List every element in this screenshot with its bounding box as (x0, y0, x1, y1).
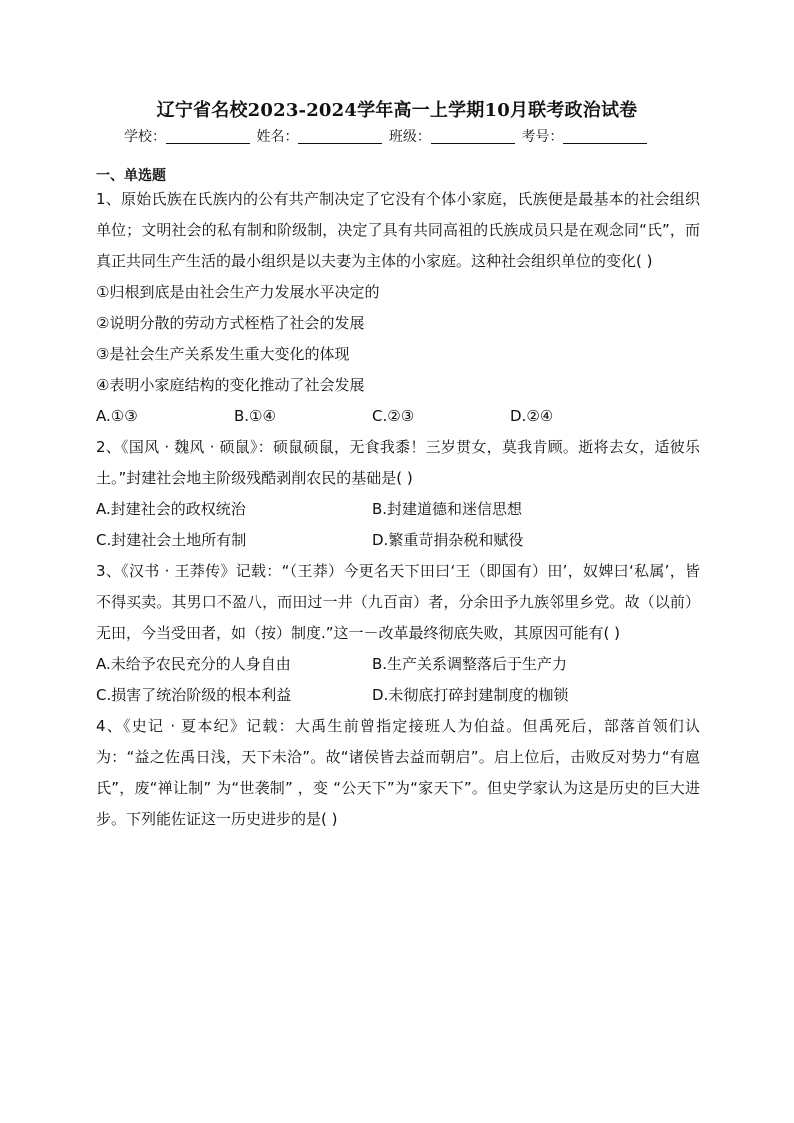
question-stem: 1、原始氏族在氏族内的公有共产制决定了它没有个体小家庭，氏族便是最基本的社会组织单位；文明社会的私有制和阶级制，决定了具有共同高祖的氏族成员只是在观念同“氏”，而真正共同生产生活的最小组织是以夫妻为主体的小家庭。这种社会组织单位的变化( ) (96, 190, 700, 270)
section-heading: 一、单选题 (96, 168, 166, 184)
student-info-line (124, 126, 684, 146)
name-blank[interactable] (298, 129, 382, 144)
class-label: 班级： (388, 129, 431, 145)
question-stem: 2、《国风 · 魏风 · 硕鼠》：硕鼠硕鼠，无食我黍！三岁贯女，莫我肯顾。逝将去女，适彼乐土。”封建社会地主阶级残酷剥削农民的基础是( ) (96, 438, 700, 487)
statement-4: ④表明小家庭结构的变化推动了社会发展 (96, 376, 365, 394)
question-1 (96, 184, 700, 432)
exam-no-field (521, 126, 649, 146)
question-stem: 3、《汉书 · 王莽传》记载：“（王莽）今更名天下田曰‘王（即国有）田’，奴婢曰‘私属’，皆不得买卖。其男口不盈八，而田过一井（九百亩）者，分余田予九族邻里乡党。故（以前）无田，今当受田者，如（按）制度.”这一－改革最终彻底失败，其原因可能有( ) (96, 562, 700, 642)
school-field (124, 126, 252, 146)
option-d[interactable]: D.②④ (510, 407, 554, 425)
option-c[interactable]: C.封建社会土地所有制 (96, 531, 247, 549)
school-blank[interactable] (166, 129, 250, 144)
option-a[interactable]: A.封建社会的政权统治 (96, 500, 246, 518)
page-title: 辽宁省名校2023-2024学年高一上学期10月联考政治试卷 (156, 100, 638, 121)
exam-no-blank[interactable] (563, 129, 647, 144)
option-b[interactable]: B.封建道德和迷信思想 (372, 500, 523, 518)
answer-options-row-2 (96, 680, 700, 711)
statement-3: ③是社会生产关系发生重大变化的体现 (96, 345, 350, 363)
answer-options-row-1 (96, 494, 700, 525)
answer-options (96, 401, 700, 432)
name-field (256, 126, 384, 146)
answer-options-row-1 (96, 649, 700, 680)
statement-2: ②说明分散的劳动方式桎梏了社会的发展 (96, 314, 365, 332)
class-blank[interactable] (431, 129, 515, 144)
question-4 (96, 711, 700, 835)
name-label: 姓名： (256, 129, 299, 145)
school-label: 学校： (124, 129, 166, 145)
option-b[interactable]: B.①④ (234, 407, 276, 425)
answer-options-row-2 (96, 525, 700, 556)
option-a[interactable]: A.①③ (96, 407, 138, 425)
option-c[interactable]: C.损害了统治阶级的根本利益 (96, 686, 292, 704)
option-d[interactable]: D.繁重苛捐杂税和赋役 (372, 531, 524, 549)
option-d[interactable]: D.未彻底打碎封建制度的枷锁 (372, 686, 569, 704)
question-stem: 4、《史记 · 夏本纪》记载：大禹生前曾指定接班人为伯益。但禹死后，部落首领们认为：“益之佐禹日浅，天下未洽”。故“诸侯皆去益而朝启”。启上位后，击败反对势力“有扈氏”，废“禅让制” 为“世袭制” ，变 “公天下”为“家天下”。但史学家认为这是历史的巨大进步。下列能佐证这一历史进步的是( ) (96, 717, 700, 828)
class-field (389, 126, 517, 146)
option-b[interactable]: B.生产关系调整落后于生产力 (372, 655, 568, 673)
question-2 (96, 432, 700, 556)
questions-area (96, 184, 700, 835)
question-3 (96, 556, 700, 711)
statement-1: ①归根到底是由社会生产力发展水平决定的 (96, 283, 380, 301)
option-a[interactable]: A.未给予农民充分的人身自由 (96, 655, 291, 673)
option-c[interactable]: C.②③ (372, 407, 415, 425)
exam-no-label: 考号： (521, 129, 564, 145)
